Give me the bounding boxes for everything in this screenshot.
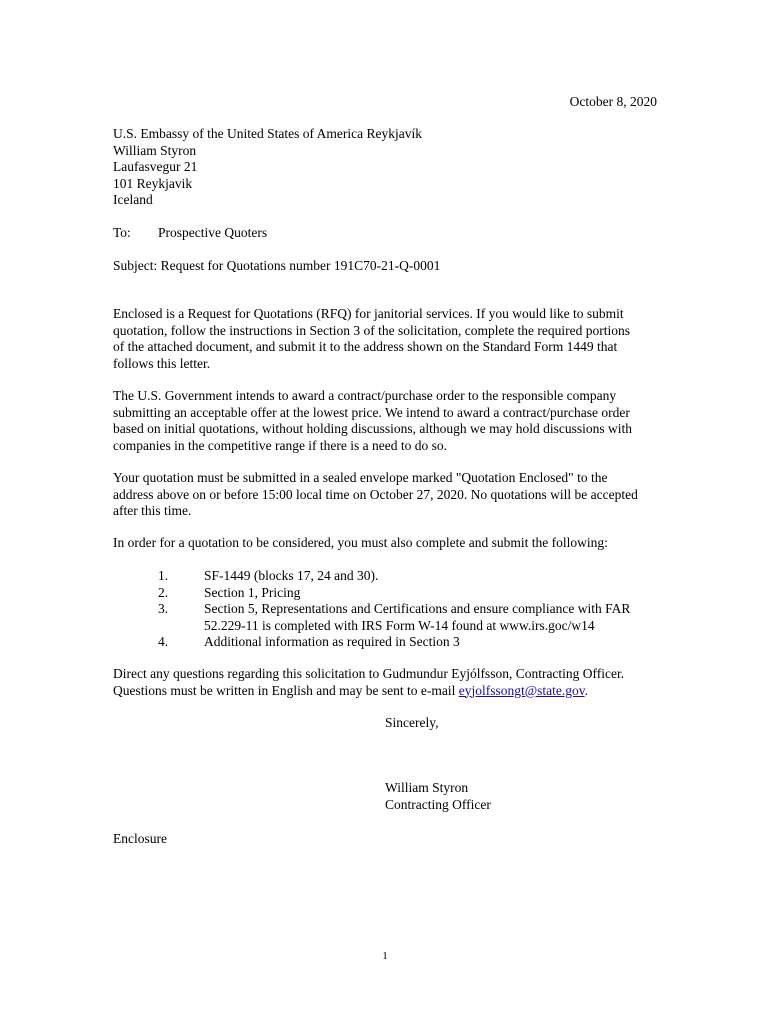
- paragraph-line: Enclosed is a Request for Quotations (RFQ) for janitorial services. If you would like to submit: [113, 306, 624, 321]
- paragraph-1: [113, 306, 673, 372]
- to-line: [113, 225, 267, 242]
- sender-address: [113, 126, 673, 209]
- to-value: Prospective Quoters: [158, 225, 268, 240]
- paragraph-line: Direct any questions regarding this solicitation to Gudmundur Eyjólfsson, Contracting Officer.: [113, 666, 625, 681]
- paragraph-line: based on initial quotations, without holding discussions, although we may hold discussions with: [113, 421, 632, 436]
- paragraph-line: quotation, follow the instructions in Section 3 of the solicitation, complete the required portions: [113, 322, 631, 338]
- sender-name: William Styron: [113, 142, 197, 158]
- signer-name: William Styron: [385, 780, 469, 795]
- page-number: 1: [382, 950, 388, 962]
- email-link[interactable]: eyjolfssongt@state.gov: [458, 682, 585, 698]
- paragraph-4: [113, 535, 673, 552]
- email-suffix: .: [584, 682, 588, 698]
- list-number: 1.: [158, 568, 169, 583]
- paragraph-line: In order for a quotation to be considered, you must also complete and submit the following:: [113, 535, 608, 550]
- list-item: [113, 601, 673, 634]
- requirements-list: [113, 568, 673, 651]
- enclosure-label: Enclosure: [113, 831, 167, 846]
- list-item: [113, 634, 673, 651]
- letter-date: October 8, 2020: [569, 94, 657, 109]
- list-number: 3.: [158, 601, 169, 616]
- list-item: [113, 585, 673, 602]
- list-text: Section 5, Representations and Certifications and ensure compliance with FAR: [204, 601, 631, 616]
- paragraph-line: companies in the competitive range if there is a need to do so.: [113, 437, 448, 453]
- salutation: Sincerely,: [385, 715, 439, 730]
- list-text: Additional information as required in Section 3: [204, 634, 460, 649]
- sender-org: U.S. Embassy of the United States of America Reykjavík: [113, 126, 422, 141]
- paragraph-5: [113, 666, 673, 699]
- list-item: [113, 568, 673, 585]
- signer-title: Contracting Officer: [385, 796, 491, 812]
- sender-street: Laufasvegur 21: [113, 159, 198, 174]
- paragraph-3: [113, 470, 673, 520]
- list-text: 52.229-11 is completed with IRS Form W-14 found at www.irs.goc/w14: [204, 617, 595, 633]
- paragraph-line: [113, 683, 673, 700]
- list-number: 4.: [158, 634, 169, 649]
- paragraph-line: after this time.: [113, 503, 192, 518]
- email-prefix: Questions must be written in English and may be sent to e-mail: [113, 682, 459, 698]
- to-label: To:: [113, 225, 131, 240]
- list-number: 2.: [158, 584, 169, 600]
- paragraph-line: The U.S. Government intends to award a contract/purchase order to the responsible company: [113, 388, 617, 403]
- paragraph-line: of the attached document, and submit it to the address shown on the Standard Form 1449 that: [113, 339, 618, 354]
- list-text: SF-1449 (blocks 17, 24 and 30).: [204, 568, 379, 583]
- signature-block: [385, 780, 491, 813]
- paragraph-line: submitting an acceptable offer at the lowest price. We intend to award a contract/purchase order: [113, 404, 630, 420]
- paragraph-line: address above on or before 15:00 local time on October 27, 2020. No quotations will be accepted: [113, 486, 638, 502]
- paragraph-line: Your quotation must be submitted in a sealed envelope marked "Quotation Enclosed" to the: [113, 470, 608, 485]
- subject-line: Subject: Request for Quotations number 191C70-21-Q-0001: [113, 258, 441, 273]
- paragraph-2: [113, 388, 673, 454]
- paragraph-line: follows this letter.: [113, 355, 211, 371]
- sender-city: 101 Reykjavik: [113, 175, 193, 191]
- sender-country: Iceland: [113, 192, 153, 207]
- list-text: Section 1, Pricing: [204, 584, 301, 600]
